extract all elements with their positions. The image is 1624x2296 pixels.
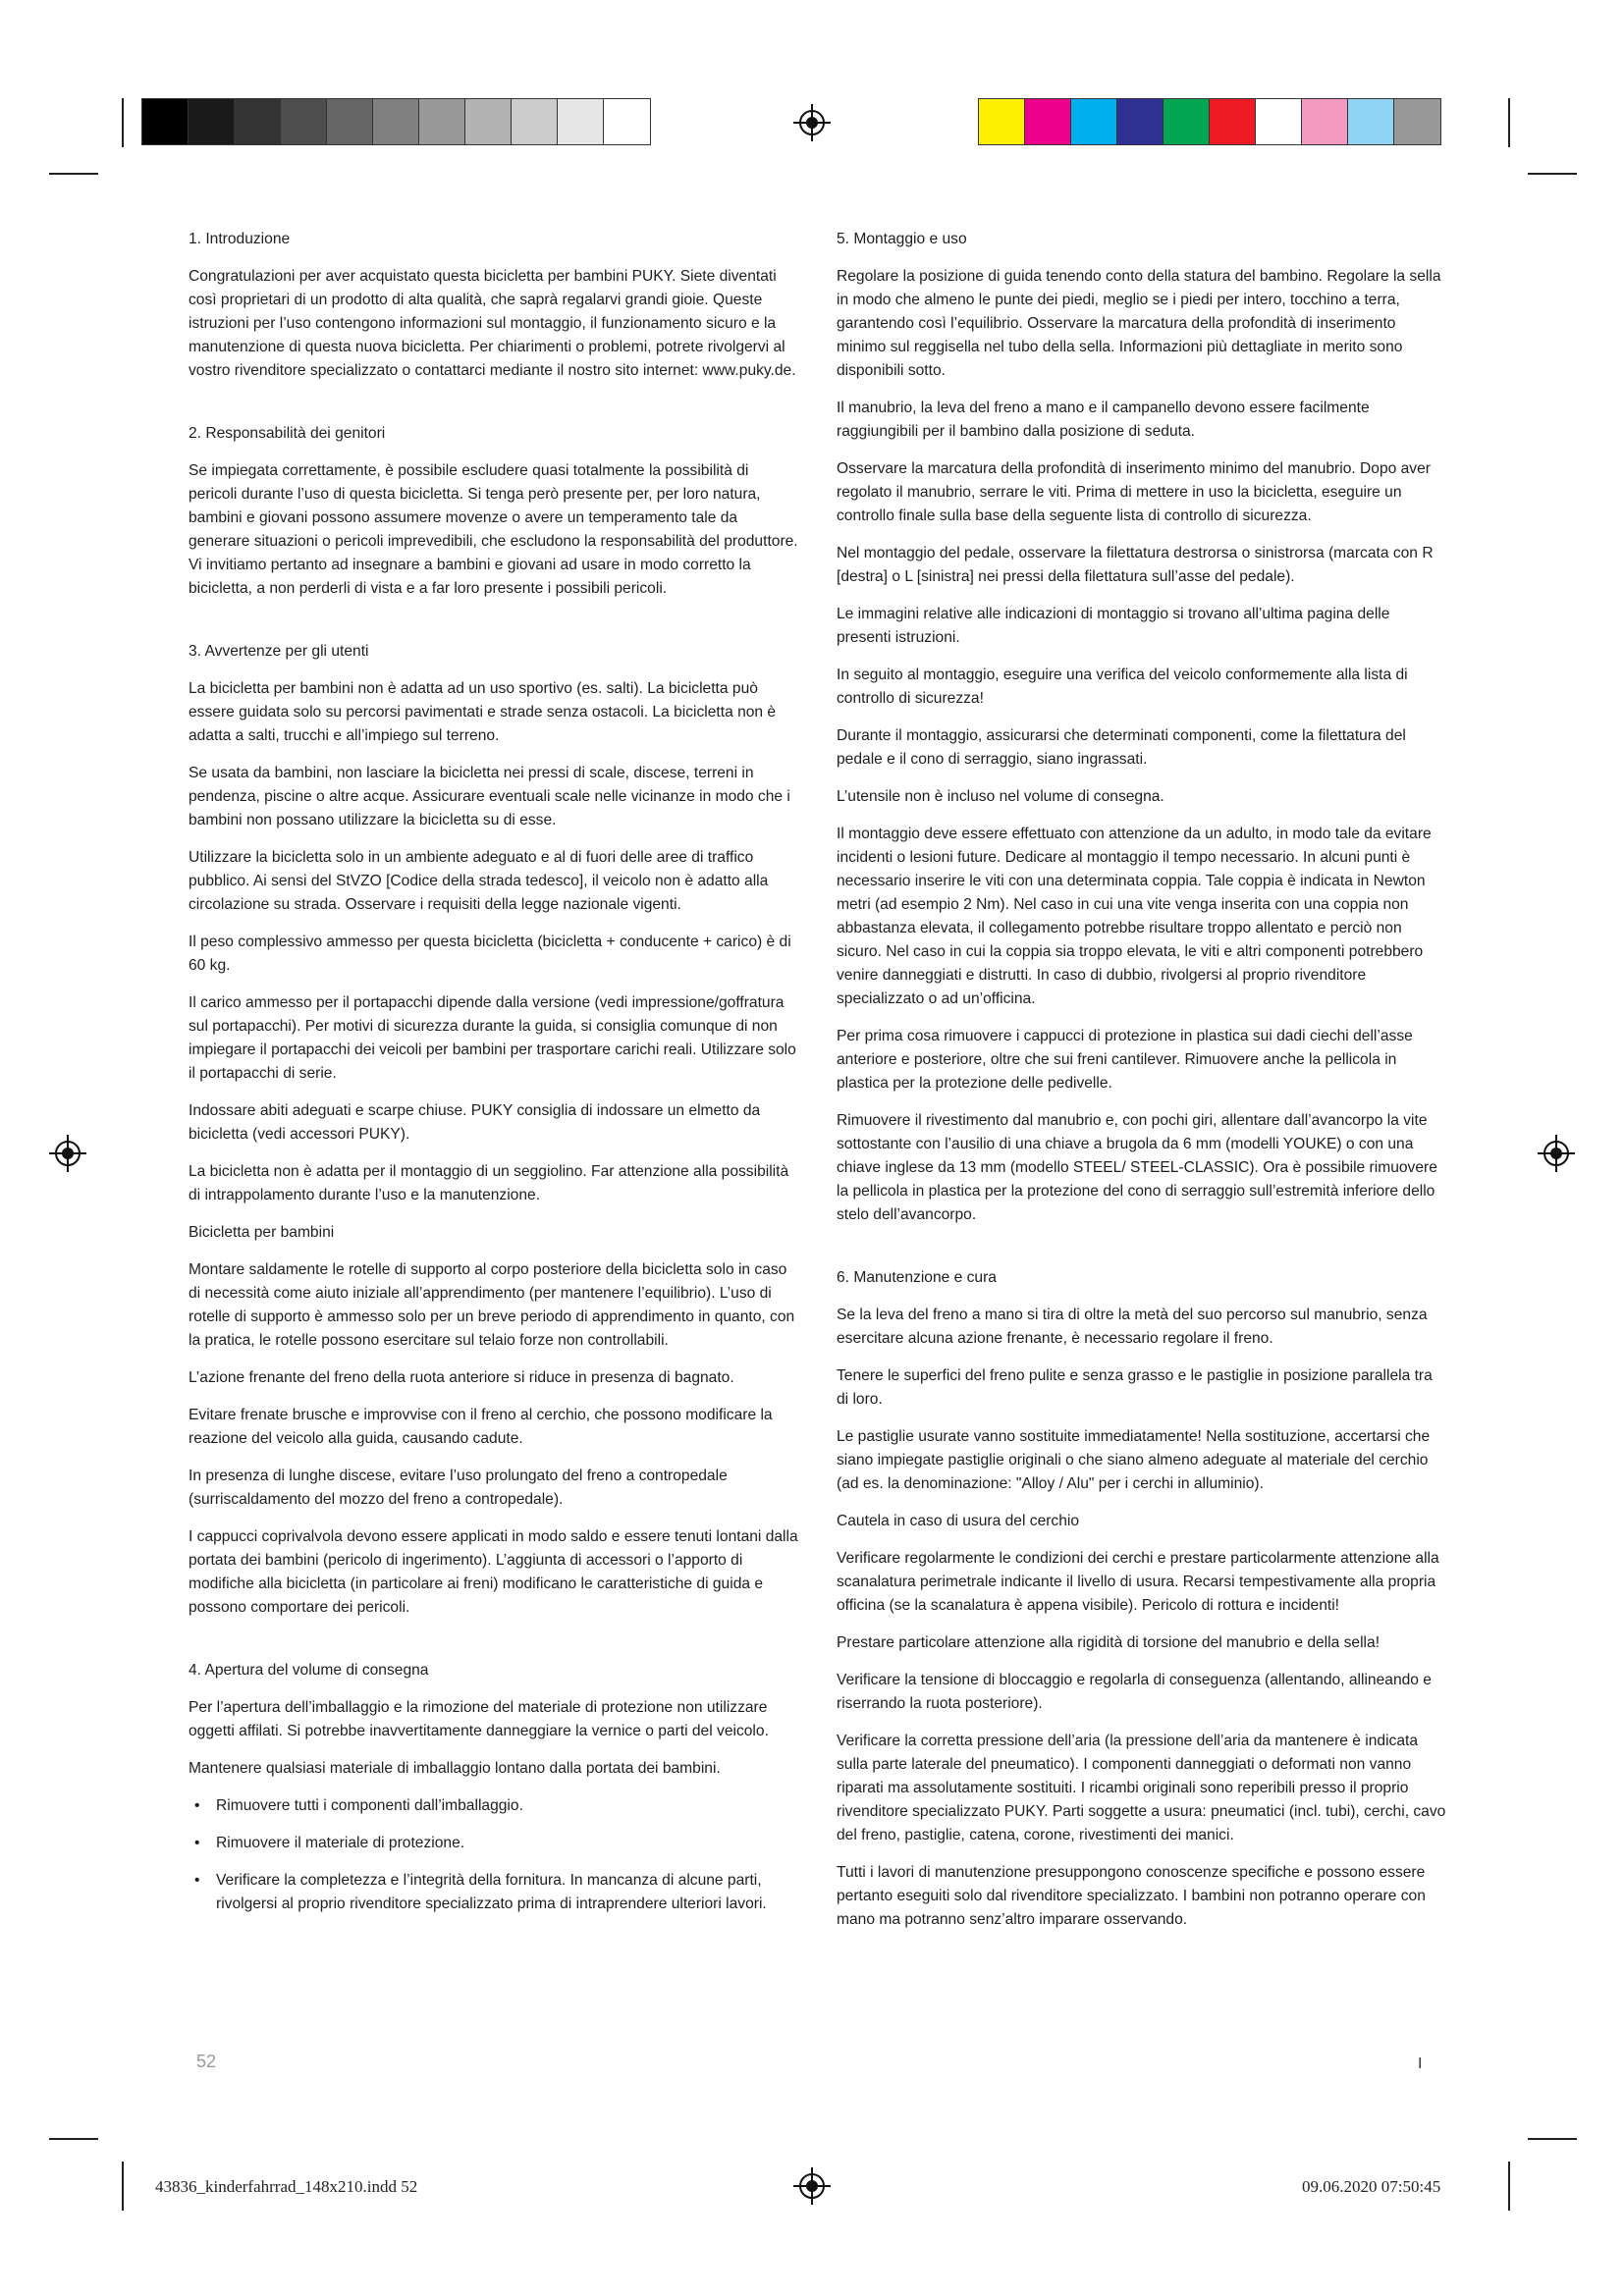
paragraph: Le immagini relative alle indicazioni di montaggio si trovano all’ultima pagina delle presenti istruzioni. [837,606,1390,646]
section-heading: 6. Manutenzione e cura [837,1269,997,1286]
list-item: • Verificare la completezza e l’integrità della fornitura. In mancanza di alcune parti, rivolgersi al proprio rivenditore specializzato prima di intraprendere ulteriori lavori. [189,1869,799,1916]
crop-mark-top-left-horizontal [49,173,98,175]
paragraph: Nel montaggio del pedale, osservare la filettatura destrorsa o sinistrorsa (marcata con R [destra] o L [sinistra] nei pressi della filettatura sull’asse del pedale). [837,545,1434,585]
calibration-swatch [373,99,419,144]
calibration-swatch [142,99,189,144]
list-item: • Rimuovere il materiale di protezione. [189,1832,799,1855]
paragraph: Durante il montaggio, assicurarsi che determinati componenti, come la filettatura del pedale e il cono di serraggio, siano ingrassati. [837,727,1406,768]
paragraph: In seguito al montaggio, eseguire una verifica del veicolo conformemente alla lista di controllo di sicurezza! [837,667,1408,707]
paragraph: In presenza di lunghe discese, evitare l’uso prolungato del freno a contropedale (surriscaldamento del mozzo del freno a contropedale). [189,1468,728,1508]
crop-mark-top-left-vertical [122,98,124,147]
paragraph: Montare saldamente le rotelle di supporto al corpo posteriore della bicicletta solo in caso di necessità come aiuto iniziale all’apprendimento (per mantenere l’equilibrio). L’uso di rotelle di supporto è ammesso solo per un breve periodo di apprendimento in quanto, con la pratica, le rotelle possono esercitare sul telaio forze non controllabili. [189,1261,795,1349]
paragraph: Verificare la corretta pressione dell’aria (la pressione dell’aria da mantenere è indicata sulla parte laterale del pneumatico). I componenti danneggiati o deformati non vanno riparati ma assolutamente sostituiti. I ricambi originali sono reperibili presso il proprio rivenditore specializzato PUKY. Parti soggette a usura: pneumatici (incl. tubi), cerchi, cavo del freno, pastiglie, catena, corone, rivestimenti dei manici. [837,1733,1446,1843]
calibration-swatch [558,99,604,144]
crop-mark-bottom-right-vertical [1508,2162,1510,2211]
paragraph: Se usata da bambini, non lasciare la bicicletta nei pressi di scale, discese, terreni in pendenza, piscine o altre acque. Assicurare eventuali scale nelle vicinanze in modo che i bambini non possano utilizzare la bicicletta su di esse. [189,765,790,828]
section-heading: 3. Avvertenze per gli utenti [189,643,369,660]
paragraph: Indossare abiti adeguati e scarpe chiuse. PUKY consiglia di indossare un elmetto da bicicletta (vedi accessori PUKY). [189,1102,761,1143]
subsection-heading: Bicicletta per bambini [189,1224,335,1241]
crop-mark-bottom-left-horizontal [49,2138,98,2140]
footer-date: 09.06.2020 07:50:45 [1302,2177,1441,2196]
left-text-column [189,228,799,1930]
paragraph: Il manubrio, la leva del freno a mano e il campanello devono essere facilmente raggiungibili per il bambino dalla posizione di seduta. [837,400,1370,440]
paragraph: Mantenere qualsiasi materiale di imballaggio lontano dalla portata dei bambini. [189,1760,721,1777]
section-heading: 2. Responsabilità dei genitori [189,425,386,442]
calibration-swatch [1164,99,1210,144]
registration-mark-icon [1538,1135,1575,1172]
registration-mark-icon [793,104,831,141]
paragraph: Prestare particolare attenzione alla rigidità di torsione del manubrio e della sella! [837,1634,1380,1651]
paragraph: Regolare la posizione di guida tenendo conto della statura del bambino. Regolare la sella in modo che almeno le punte dei piedi, meglio se i piedi per intero, tocchino a terra, garantendo così l’equilibrio. Osservare la marcatura della profondità di inserimento minimo sul reggisella nel tubo della sella. Informazioni più dettagliate in merito sono disponibili sotto. [837,268,1441,379]
calibration-swatch [1071,99,1117,144]
crop-mark-bottom-right-horizontal [1528,2138,1577,2140]
grayscale-calibration-bar [141,98,651,145]
calibration-swatch [1302,99,1348,144]
list-item: • Rimuovere tutti i componenti dall’imballaggio. [189,1794,799,1818]
paragraph: Verificare la tensione di bloccaggio e regolarla di conseguenza (allentando, allineando e riserrando la ruota posteriore). [837,1672,1432,1712]
paragraph: Il peso complessivo ammesso per questa bicicletta (bicicletta + conducente + carico) è di 60 kg. [189,934,791,974]
paragraph: Tenere le superfici del freno pulite e senza grasso e le pastiglie in posizione parallela tra di loro. [837,1367,1433,1408]
paragraph: La bicicletta non è adatta per il montaggio di un seggiolino. Far attenzione alla possibilità di intrappolamento durante l’uso e la manutenzione. [189,1163,789,1203]
calibration-swatch [1256,99,1302,144]
registration-mark-icon [793,2167,831,2205]
calibration-swatch [604,99,650,144]
calibration-swatch [281,99,327,144]
section-heading: 1. Introduzione [189,231,291,247]
paragraph: Congratulazioni per aver acquistato questa bicicletta per bambini PUKY. Siete diventati così proprietari di un prodotto di alta qualità, che saprà regalarvi grandi gioie. Queste istruzioni per l’uso contengono informazioni sul montaggio, il funzionamento sicuro e la manutenzione di questa nuova bicicletta. Per chiarimenti o problemi, potrete rivolgervi al vostro rivenditore specializzato o contattarci mediante il nostro sito internet: www.puky.de. [189,268,796,379]
paragraph: I cappucci coprivalvola devono essere applicati in modo saldo e essere tenuti lontani dalla portata dei bambini (pericolo di ingerimento). L’aggiunta di accessori o l’apporto di modifiche alla bicicletta (in particolare ai freni) modificano le caratteristiche di guida e possono comportare dei pericoli. [189,1528,798,1616]
paragraph: Verificare regolarmente le condizioni dei cerchi e prestare particolarmente attenzione alla scanalatura perimetrale indicante il livello di usura. Recarsi tempestivamente alla propria officina (se la scanalatura è appena visibile). Pericolo di rottura e incidenti! [837,1550,1439,1614]
paragraph: Tutti i lavori di manutenzione presuppongono conoscenze specifiche e possono essere pertanto eseguiti solo dal rivenditore specializzato. I bambini non potranno operare con mano ma potranno senz’altro imparare osservando. [837,1864,1426,1928]
paragraph: Se impiegata correttamente, è possibile escludere quasi totalmente la possibilità di pericoli durante l’uso di questa bicicletta. Si tenga però presente per, per loro natura, bambini e giovani possono assumere movenze o avere un temperamento tale da generare situazioni o pericoli imprevedibili, che escludono la responsabilità del produttore. Vi invitiamo pertanto ad insegnare a bambini e giovani ad usare in modo corretto la bicicletta, a non perderli di vista e a far loro presente i possibili pericoli. [189,462,798,597]
calibration-swatch [512,99,558,144]
footer-file-name: 43836_kinderfahrrad_148x210.indd 52 [155,2177,418,2196]
calibration-swatch [327,99,373,144]
crop-mark-top-right-horizontal [1528,173,1577,175]
crop-mark-top-right-vertical [1508,98,1510,147]
right-text-column [837,228,1447,1946]
calibration-swatch [979,99,1025,144]
paragraph: Il carico ammesso per il portapacchi dipende dalla versione (vedi impressione/goffratura sul portapacchi). Per motivi di sicurezza durante la guida, si consiglia comunque di non impiegare il portapacchi dei veicoli per bambini per trasportare carichi reali. Utilizzare solo il portapacchi di serie. [189,994,796,1082]
calibration-swatch [189,99,235,144]
right-page-mark: I [1418,2056,1423,2072]
subsection-heading: Cautela in caso di usura del cerchio [837,1513,1080,1529]
paragraph: Il montaggio deve essere effettuato con attenzione da un adulto, in modo tale da evitare incidenti o lesioni future. Dedicare al montaggio il tempo necessario. In alcuni punti è necessario inserire le viti con una determinata coppia. Tale coppia è indicata in Newton metri (ad esempio 2 Nm). Nel caso in cui una vite venga inserita con una coppia non abbastanza elevata, il collegamento potrebbe risultare troppo allentato e perciò non sicuro. Nel caso in cui la coppia sia troppo elevata, le viti e altri componenti potrebbero venire danneggiati e distrutti. In caso di dubbio, rivolgersi al proprio rivenditore specializzato o ad un’officina. [837,826,1432,1007]
paragraph: Se la leva del freno a mano si tira di oltre la metà del suo percorso sul manubrio, senza esercitare alcuna azione frenante, è necessario regolare il freno. [837,1307,1428,1347]
color-calibration-bar [978,98,1441,145]
calibration-swatch [1025,99,1071,144]
calibration-swatch [1394,99,1440,144]
paragraph: Le pastiglie usurate vanno sostituite immediatamente! Nella sostituzione, accertarsi che siano impiegate pastiglie originali o che siano almeno adeguate al materiale del cerchio (ad es. la denominazione: "Alloy / Alu" per i cerchi in alluminio). [837,1428,1431,1492]
calibration-swatch [1117,99,1164,144]
calibration-swatch [1348,99,1394,144]
section-heading: 5. Montaggio e uso [837,231,967,247]
calibration-swatch [1210,99,1256,144]
calibration-swatch [419,99,465,144]
calibration-swatch [465,99,512,144]
paragraph: Evitare frenate brusche e improvvise con il freno al cerchio, che possono modificare la reazione del veicolo alla guida, causando cadute. [189,1407,773,1447]
paragraph: Per prima cosa rimuovere i cappucci di protezione in plastica sui dadi ciechi dell’asse anteriore e posteriore, oltre che sui freni cantilever. Rimuovere anche la pellicola in plastica per la protezione delle pedivelle. [837,1028,1413,1092]
paragraph: L’azione frenante del freno della ruota anteriore si riduce in presenza di bagnato. [189,1369,734,1386]
paragraph: Utilizzare la bicicletta solo in un ambiente adeguato e al di fuori delle aree di traffico pubblico. Ai sensi del StVZO [Codice della strada tedesco], il veicolo non è adatto alla circolazione su strada. Osservare i requisiti della legge nazionale vigenti. [189,849,769,913]
section-heading: 4. Apertura del volume di consegna [189,1662,429,1679]
registration-mark-icon [49,1135,86,1172]
bullet-list [189,1794,799,1916]
crop-mark-bottom-left-vertical [122,2162,124,2211]
paragraph: Per l’apertura dell’imballaggio e la rimozione del materiale di protezione non utilizzare oggetti affilati. Si potrebbe inavvertitamente danneggiare la vernice o parti del veicolo. [189,1699,769,1739]
paragraph: La bicicletta per bambini non è adatta ad un uso sportivo (es. salti). La bicicletta può essere guidata solo su percorsi pavimentati e strade senza ostacoli. La bicicletta non è adatta a salti, trucchi e all’impiego sul terreno. [189,680,777,744]
paragraph: Rimuovere il rivestimento dal manubrio e, con pochi giri, allentare dall’avancorpo la vite sottostante con l’ausilio di una chiave a brugola da 6 mm (modelli YOUKE) o con una chiave inglese da 13 mm (modello STEEL/ STEEL-CLASSIC). Ora è possibile rimuovere la pellicola in plastica per la protezione del cono di serraggio sull’estremità inferiore dello stelo dell’avancorpo. [837,1112,1437,1223]
page-number: 52 [196,2052,217,2071]
calibration-swatch [235,99,281,144]
paragraph: Osservare la marcatura della profondità di inserimento minimo del manubrio. Dopo aver regolato il manubrio, serrare le viti. Prima di mettere in uso la bicicletta, eseguire un controllo finale sulla base della seguente lista di controllo di sicurezza. [837,460,1431,524]
paragraph: L’utensile non è incluso nel volume di consegna. [837,788,1164,805]
